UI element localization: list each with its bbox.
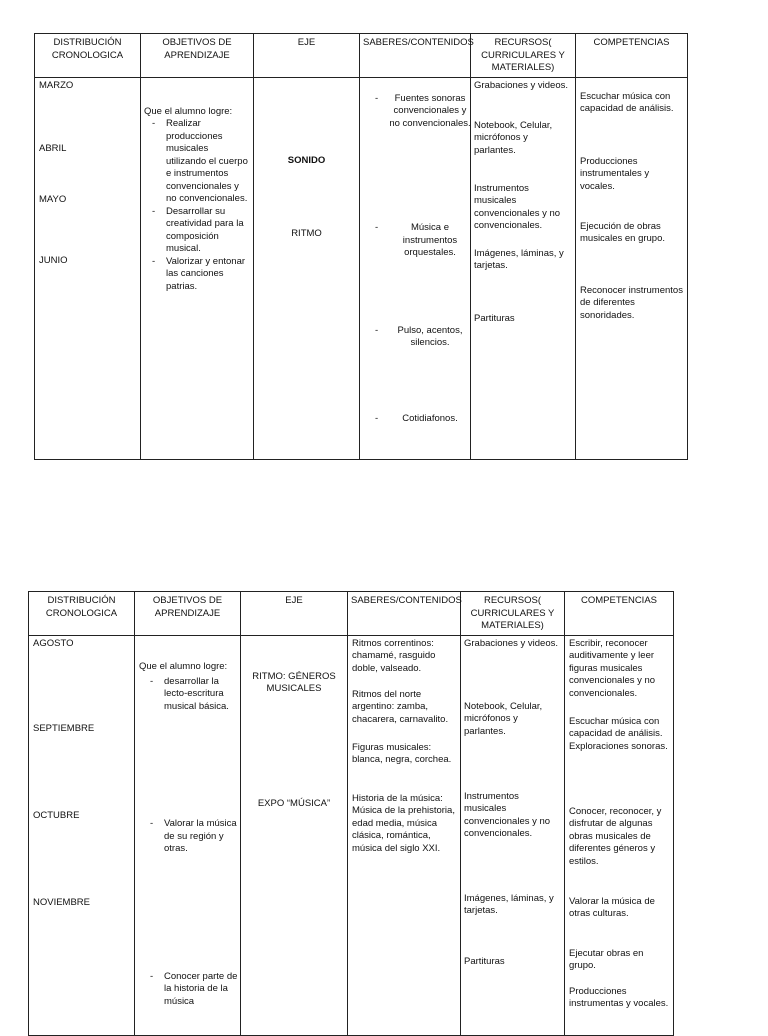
resource-item: Grabaciones y videos. — [464, 637, 558, 649]
axis-label: RITMO — [291, 227, 322, 239]
header-recursos: RECURSOS( CURRICULARES Y MATERIALES) — [461, 592, 565, 636]
competency-item: Escuchar música con capacidad de análisis. — [580, 90, 674, 114]
content-item: - Música e instrumentos orquestales. — [367, 222, 471, 260]
axis-cell — [254, 77, 360, 459]
month-label: NOVIEMBRE — [33, 896, 91, 908]
competency-item: Ejecutar obras en grupo. — [569, 947, 644, 971]
resource-item: Partituras — [464, 955, 505, 967]
competency-item: Producciones instrumentales y vocales. — [580, 155, 650, 192]
competency-item: Reconocer instrumentos de diferentes sonoridades. — [580, 284, 683, 321]
contents-cell — [348, 635, 461, 1035]
month-label: MARZO — [39, 79, 74, 91]
axis-label: SONIDO — [287, 154, 326, 166]
axis-cell — [241, 635, 348, 1035]
content-item: - Pulso, acentos, silencios. — [367, 325, 471, 350]
competency-item: Producciones instrumentas y vocales. — [569, 985, 669, 1009]
objective-item: - Valorar la música de su región y otras. — [142, 818, 241, 856]
competency-item: Escuchar música con capacidad de análisis. Exploraciones sonoras. — [569, 715, 668, 752]
table-header-row — [29, 592, 674, 636]
axis-label: EXPO “MÚSICA” — [257, 797, 331, 809]
resource-item: Instrumentos musicales convencionales y no convencionales. — [474, 182, 561, 231]
content-item: Ritmos del norte argentino: zamba, chacarera, carnavalito. — [352, 688, 449, 725]
objectives-intro: Que el alumno logre: — [139, 660, 228, 672]
resources-cell — [471, 77, 576, 459]
objectives-intro: Que el alumno logre: — [144, 105, 233, 117]
month-label: MAYO — [39, 193, 67, 205]
competency-item: Ejecución de obras musicales en grupo. — [580, 220, 666, 244]
resource-item: Partituras — [474, 312, 515, 324]
header-eje: EJE — [254, 34, 360, 78]
objective-item: - desarrollar la lecto-escritura musical básica. — [142, 676, 241, 714]
content-item: Historia de la música: Música de la prehistoria, edad media, música clásica, romántica, música del siglo XXI. — [352, 792, 455, 854]
header-objetivos: OBJETIVOS DE APRENDIZAJE — [135, 592, 241, 636]
header-distribucion: DISTRIBUCIÓN CRONOLOGICA — [35, 34, 141, 78]
months-cell — [29, 635, 135, 1035]
content-item: - Cotidiafonos. — [367, 413, 471, 426]
header-recursos: RECURSOS( CURRICULARES Y MATERIALES) — [471, 34, 576, 78]
header-eje: EJE — [241, 592, 348, 636]
month-label: SEPTIEMBRE — [33, 722, 95, 734]
resource-item: Imágenes, láminas, y tarjetas. — [464, 892, 554, 916]
header-saberes: SABERES/CONTENIDOS — [360, 34, 471, 78]
header-competencias: COMPETENCIAS — [565, 592, 674, 636]
objectives-list — [144, 118, 250, 293]
contents-list — [363, 80, 471, 424]
competency-item: Escribir, reconocer auditivamente y leer figuras musicales convencionales y no convencionales. — [569, 637, 656, 699]
planning-table-2 — [28, 591, 674, 1036]
month-label: ABRIL — [39, 142, 67, 154]
competencies-cell — [565, 635, 674, 1035]
objectives-cell — [135, 635, 241, 1035]
header-competencias: COMPETENCIAS — [576, 34, 688, 78]
month-label: JUNIO — [39, 254, 68, 266]
resource-item: Notebook, Celular, micrófonos y parlantes. — [464, 700, 543, 737]
resource-item: Imágenes, láminas, y tarjetas. — [474, 247, 564, 271]
objective-item: - Valorizar y entonar las canciones patrias. — [144, 256, 250, 294]
content-item: - Fuentes sonoras convencionales y no convencionales. — [367, 93, 471, 131]
header-distribucion: DISTRIBUCIÓN CRONOLOGICA — [29, 592, 135, 636]
contents-cell — [360, 77, 471, 459]
content-item: Ritmos correntinos: chamamé, rasguido doble, valseado. — [352, 637, 436, 674]
competencies-cell — [576, 77, 688, 459]
table-body-row — [29, 635, 674, 1035]
objectives-list — [138, 638, 238, 1007]
objective-item: - Realizar producciones musicales utilizando el cuerpo e instrumentos convencionales y no convencionales. — [144, 118, 250, 206]
planning-table-1 — [34, 33, 688, 460]
header-objetivos: OBJETIVOS DE APRENDIZAJE — [141, 34, 254, 78]
month-label: OCTUBRE — [33, 809, 80, 821]
months-cell — [35, 77, 141, 459]
axis-label: RITMO: GÉNEROS MUSICALES — [252, 670, 336, 694]
resource-item: Grabaciones y videos. — [474, 79, 568, 91]
competency-item: Valorar la música de otras culturas. — [569, 895, 655, 919]
table-header-row — [35, 34, 688, 78]
table-body-row — [35, 77, 688, 459]
month-label: AGOSTO — [33, 637, 74, 649]
content-item: Figuras musicales: blanca, negra, corchea. — [352, 741, 452, 765]
competency-item: Conocer, reconocer, y disfrutar de algunas obras musicales de diferentes géneros y estilos. — [569, 805, 662, 867]
resource-item: Notebook, Celular, micrófonos y parlantes. — [474, 119, 553, 156]
objective-item: - Conocer parte de la historia de la música — [142, 971, 241, 1009]
objective-item: - Desarrollar su creatividad para la composición musical. — [144, 206, 250, 256]
resources-cell — [461, 635, 565, 1035]
header-saberes: SABERES/CONTENIDOS — [348, 592, 461, 636]
objectives-cell — [141, 77, 254, 459]
resource-item: Instrumentos musicales convencionales y no convencionales. — [464, 790, 551, 839]
